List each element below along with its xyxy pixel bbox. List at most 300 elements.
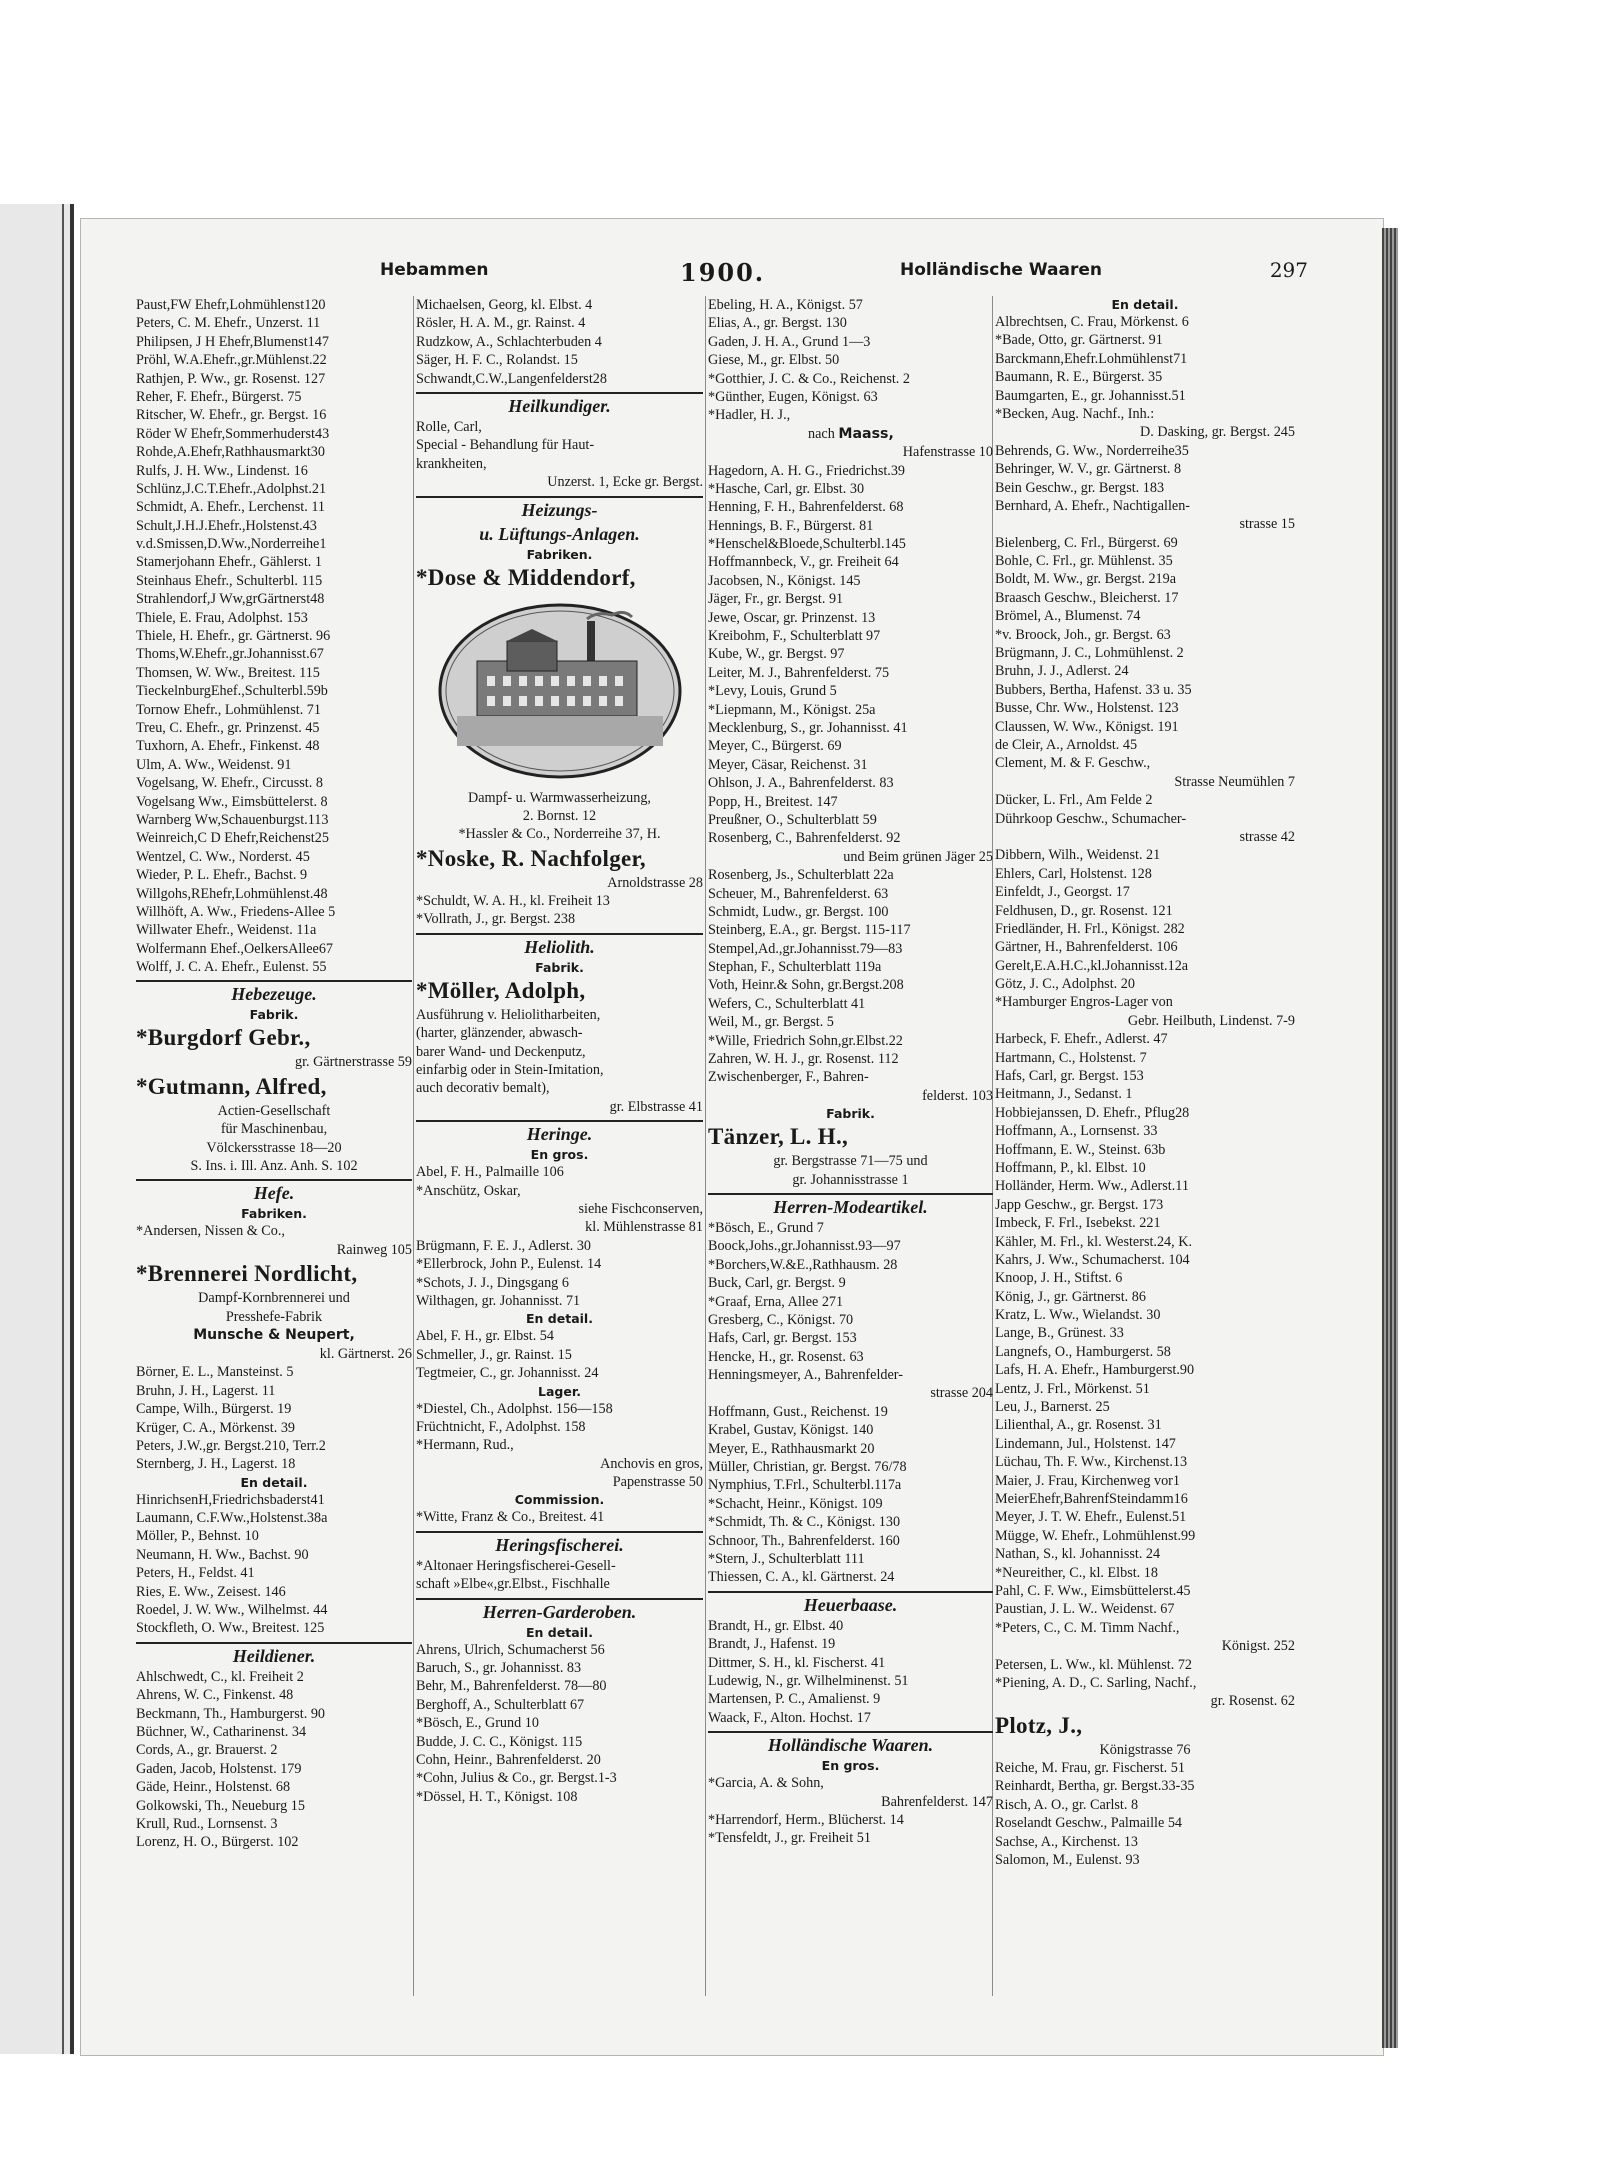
list-heringe — [416, 1163, 703, 1310]
list-item: Lorenz, H. O., Bürgerst. 102 — [136, 1834, 299, 1851]
list-item: Steinhaus Ehefr., Schulterbl. 115 — [136, 572, 323, 589]
list-item: auch decorativ bemalt), — [416, 1080, 550, 1097]
list-item: Scheuer, M., Bahrenfelderst. 63 — [708, 885, 889, 902]
list-item: Treu, C. Ehefr., gr. Prinzenst. 45 — [136, 719, 320, 736]
list-item: Roselandt Geschw., Palmaille 54 — [995, 1815, 1183, 1832]
list-item: *Liepmann, M., Königst. 25a — [708, 701, 876, 718]
firm-details — [708, 1152, 993, 1189]
list-item: Behringer, W. V., gr. Gärtnerst. 8 — [995, 461, 1182, 478]
list-item: Gäde, Heinr., Holstenst. 68 — [136, 1779, 291, 1796]
list-item: Krüger, C. A., Mörkenst. 39 — [136, 1419, 296, 1436]
list-item: (harter, glänzender, abwasch- — [416, 1025, 583, 1042]
list-item: König, J., gr. Gärtnerst. 86 — [995, 1288, 1146, 1305]
list-item: Albrechtsen, C. Frau, Mörkenst. 6 — [995, 314, 1189, 330]
list-item: Börner, E. L., Mansteinst. 5 — [136, 1364, 294, 1381]
list-item: Gärtner, H., Bahrenfelderst. 106 — [995, 939, 1178, 956]
firm-name: *Möller, Adolph, — [416, 977, 586, 1003]
list-item: *Becken, Aug. Nachf., Inh.: — [995, 405, 1155, 422]
list-item: Königstrasse 76 — [1099, 1741, 1191, 1758]
list-item: Nymphius, T.Frl., Schulterbl.117a — [708, 1477, 902, 1494]
list-item: Friedländer, H. Frl., Königst. 282 — [995, 920, 1185, 937]
list-item: S. Ins. i. Ill. Anz. Anh. S. 102 — [190, 1158, 358, 1175]
list-item: *Hadler, H. J., — [708, 407, 791, 424]
firm-name: *Burgdorf Gebr., — [136, 1025, 311, 1051]
list-item: *Harrendorf, Herm., Blücherst. 14 — [708, 1811, 904, 1828]
section-title: Heliolith. — [416, 933, 703, 959]
list-hefe-detail — [136, 1491, 412, 1638]
firm-name: Tänzer, L. H., — [708, 1124, 849, 1150]
list-item: Strahlendorf,J Ww,grGärtnerst48 — [136, 591, 325, 608]
list-item: Salomon, M., Eulenst. 93 — [995, 1852, 1140, 1869]
list-item: Schmeller, J., gr. Rainst. 15 — [416, 1346, 572, 1363]
list-item: Elias, A., gr. Bergst. 130 — [708, 315, 847, 332]
subheading: Fabrik. — [826, 1106, 875, 1122]
list-item: Meyer, J. T. W. Ehefr., Eulenst.51 — [995, 1509, 1187, 1526]
list-item: Stockfleth, O. Ww., Breitest. 125 — [136, 1620, 325, 1637]
list-item: Hennings, B. F., Bürgerst. 81 — [708, 517, 874, 534]
subheading: En detail. — [526, 1311, 593, 1327]
list-item: Kahrs, J. Ww., Schumacherst. 104 — [995, 1251, 1190, 1268]
list-item: Risch, A. O., gr. Carlst. 8 — [995, 1796, 1139, 1813]
list-item — [708, 425, 993, 443]
list-item: Imbeck, F. Frl., Isebekst. 221 — [995, 1215, 1161, 1232]
list-item: Ebeling, H. A., Königst. 57 — [708, 297, 863, 313]
list-item: Behr, M., Bahrenfelderst. 78—80 — [416, 1678, 607, 1695]
list-item: Ehlers, Carl, Holstenst. 128 — [995, 865, 1152, 882]
section-title: Herren-Modeartikel. — [708, 1193, 993, 1219]
subheading: En detail. — [1111, 297, 1179, 312]
list-heildiener — [136, 1668, 412, 1852]
list-item: Bein Geschw., gr. Bergst. 183 — [995, 479, 1165, 496]
list-item: Pröhl, W.A.Ehefr.,gr.Mühlenst.22 — [136, 352, 327, 369]
list-item: Baumann, R. E., Bürgerst. 35 — [995, 369, 1163, 386]
list-item: Petersen, L. Ww., kl. Mühlenst. 72 — [995, 1656, 1193, 1673]
column-1 — [136, 296, 412, 2036]
book-fold — [62, 204, 64, 2054]
subheading: En detail. — [240, 1474, 308, 1490]
header-year: 1900. — [680, 258, 766, 287]
list-item: Säger, H. F. C., Rolandst. 15 — [416, 352, 578, 369]
list-item: Cohn, Heinr., Bahrenfelderst. 20 — [416, 1751, 601, 1768]
list-item: Waack, F., Alton. Hochst. 17 — [708, 1709, 871, 1726]
firm-details — [136, 1289, 412, 1326]
list-item: Arnoldstrasse 28 — [607, 874, 703, 891]
list-item: Warnberg Ww,Schauenburgst.113 — [136, 811, 329, 828]
list-item: felderst. 103 — [922, 1087, 993, 1104]
list-item: Thiele, E. Frau, Adolphst. 153 — [136, 609, 308, 626]
list-item: Laumann, C.F.Ww.,Holstenst.38a — [136, 1510, 328, 1527]
list-item: Schlünz,J.C.T.Ehefr.,Adolphst.21 — [136, 480, 327, 497]
list-garderoben-cont2 — [708, 462, 993, 1106]
list-item: Willhöft, A. Ww., Friedens-Allee 5 — [136, 903, 336, 920]
list-item: Gresberg, C., Königst. 70 — [708, 1311, 854, 1328]
list-item: Feldhusen, D., gr. Rosenst. 121 — [995, 902, 1173, 919]
list-item: Stamerjohann Ehefr., Gählerst. 1 — [136, 554, 322, 571]
list-item: Heitmann, J., Sedanst. 1 — [995, 1086, 1133, 1103]
list-item: Thiessen, C. A., kl. Gärtnerst. 24 — [708, 1569, 895, 1586]
list-holl-detail-2 — [995, 1759, 1295, 1869]
list-item: Kratz, L. Ww., Wielandst. 30 — [995, 1307, 1161, 1324]
list-item: Special - Behandlung für Haut- — [416, 437, 595, 454]
list-item: Strasse Neumühlen 7 — [1174, 773, 1295, 790]
section-title: Holländische Waaren. — [708, 1731, 993, 1757]
list-item: *Hassler & Co., Norderreihe 37, H. — [458, 826, 661, 843]
list-hefe — [136, 1363, 412, 1473]
list-item: *Ellerbrock, John P., Eulenst. 14 — [416, 1256, 602, 1273]
list-item: Weinreich,C D Ehefr,Reichenst25 — [136, 830, 329, 847]
list-item: Campe, Wilh., Bürgerst. 19 — [136, 1401, 292, 1418]
list-item: Ahrens, W. C., Finkenst. 48 — [136, 1687, 294, 1704]
list-item: Meyer, Cäsar, Reichenst. 31 — [708, 756, 868, 773]
list-item: Müller, Christian, gr. Bergst. 76/78 — [708, 1459, 907, 1476]
firm-name: *Brennerei Nordlicht, — [136, 1261, 358, 1287]
list-item: Sternberg, J. H., Lagerst. 18 — [136, 1456, 296, 1473]
list-item: Wolff, J. C. A. Ehefr., Eulenst. 55 — [136, 959, 327, 976]
list-item: Steinberg, E.A., gr. Bergst. 115-117 — [708, 922, 911, 939]
list-item: Braasch Geschw., Bleicherst. 17 — [995, 589, 1179, 606]
list-item: Hoffmann, E. W., Steinst. 63b — [995, 1141, 1166, 1158]
column-2 — [416, 296, 703, 2036]
list-item: Paust,FW Ehefr,Lohmühlenst120 — [136, 297, 326, 313]
list-item: Golkowski, Th., Neueburg 15 — [136, 1797, 305, 1814]
section-title: Heuerbaase. — [708, 1591, 993, 1617]
firm-name: *Gutmann, Alfred, — [136, 1073, 327, 1099]
list-item: Ahlschwedt, C., kl. Freiheit 2 — [136, 1668, 304, 1685]
list-item: Unzerst. 1, Ecke gr. Bergst. — [547, 474, 703, 491]
list-item: TieckelnburgEhef.,Schulterbl.59b — [136, 683, 328, 700]
section-title: Heringe. — [416, 1120, 703, 1146]
list-item: Dührkoop Geschw., Schumacher- — [995, 810, 1187, 827]
list-item: Presshefe-Fabrik — [225, 1308, 323, 1325]
list-item: Schmidt, Ludw., gr. Bergst. 100 — [708, 903, 889, 920]
subheading: Fabrik. — [535, 959, 584, 975]
section-title: Hefe. — [136, 1179, 412, 1205]
list-item: gr. Bergstrasse 71—75 und — [773, 1153, 928, 1170]
firm-name: Munsche & Neupert, — [193, 1326, 355, 1343]
list-item: Götz, J. C., Adolphst. 20 — [995, 976, 1135, 993]
list-item: *Hermann, Rud., — [416, 1437, 514, 1454]
list-item: *Dössel, H. T., Königst. 108 — [416, 1788, 578, 1805]
list-heuerbaase — [708, 1617, 993, 1727]
list-item: *Bösch, E., Grund 7 — [708, 1219, 824, 1236]
list-item: *Piening, A. D., C. Sarling, Nachf., — [995, 1674, 1197, 1691]
list-item: Brömel, A., Blumenst. 74 — [995, 608, 1141, 625]
list-item: *Neureither, C., kl. Elbst. 18 — [995, 1564, 1158, 1581]
list-item: Langnefs, O., Hamburgerst. 58 — [995, 1343, 1171, 1360]
list-item: siehe Fischconserven, — [578, 1200, 703, 1217]
list-item: Thiele, H. Ehefr., gr. Gärtnerst. 96 — [136, 628, 331, 645]
list-item: Möller, P., Behnst. 10 — [136, 1528, 259, 1545]
page-number: 297 — [1269, 258, 1308, 282]
list-item: *Gotthier, J. C. & Co., Reichenst. 2 — [708, 370, 910, 387]
list-item: 2. Bornst. 12 — [522, 807, 597, 824]
list-item: Bruhn, J. J., Adlerst. 24 — [995, 663, 1129, 680]
section-title: Heildiener. — [136, 1642, 412, 1668]
list-item: gr. Rosenst. 62 — [1210, 1693, 1295, 1710]
list-item: *v. Broock, Joh., gr. Bergst. 63 — [995, 626, 1171, 643]
list-item: Hartmann, C., Holstenst. 7 — [995, 1049, 1147, 1066]
list-item: Hoffmann, P., kl. Elbst. 10 — [995, 1159, 1146, 1176]
list-item: Einfeldt, J., Georgst. 17 — [995, 884, 1130, 901]
list-item: *Tensfeldt, J., gr. Freiheit 51 — [708, 1830, 871, 1847]
subheading: Fabriken. — [241, 1206, 307, 1222]
list-item: Rainweg 105 — [336, 1241, 412, 1258]
list-item: Krabel, Gustav, Königst. 140 — [708, 1422, 874, 1439]
list-item: Leu, J., Barnerst. 25 — [995, 1399, 1110, 1416]
list-item: Tegtmeier, C., gr. Johannisst. 24 — [416, 1365, 599, 1382]
list-item: Jacobsen, N., Königst. 145 — [708, 572, 861, 589]
list-item: Brandt, J., Hafenst. 19 — [708, 1636, 836, 1653]
list-item: Baumgarten, E., gr. Johannisst.51 — [995, 387, 1186, 404]
subheading: En gros. — [530, 1147, 589, 1163]
list-item: Busse, Chr. Ww., Holstenst. 123 — [995, 700, 1179, 717]
list-item: Bubbers, Bertha, Hafenst. 33 u. 35 — [995, 681, 1192, 698]
subheading: Lager. — [538, 1383, 581, 1399]
list-item: Vogelsang, W. Ehefr., Circusst. 8 — [136, 775, 323, 792]
list-item: Michaelsen, Georg, kl. Elbst. 4 — [416, 297, 593, 313]
section-title: Heringsfischerei. — [416, 1531, 703, 1557]
list-item: Lafs, H. A. Ehefr., Hamburgerst.90 — [995, 1362, 1195, 1379]
list-hebammen-cont — [416, 296, 703, 388]
list-item: *Henschel&Bloede,Schulterbl.145 — [708, 536, 906, 553]
list-item: Bahrenfelderst. 147 — [881, 1793, 993, 1810]
list-item: Dampf- u. Warmwasserheizung, — [468, 789, 651, 806]
list-item: Gerelt,E.A.H.C.,kl.Johannisst.12a — [995, 957, 1189, 974]
list-item: Hoffmann, A., Lornsenst. 33 — [995, 1123, 1158, 1140]
list-item: Dittmer, S. H., kl. Fischerst. 41 — [708, 1654, 886, 1671]
list-item: Bielenberg, C. Frl., Bürgerst. 69 — [995, 534, 1178, 551]
list-item: *Hamburger Engros-Lager von — [995, 994, 1173, 1011]
list-item: Papenstrasse 50 — [612, 1474, 703, 1491]
list-item: Barckmann,Ehefr.Lohmühlenst71 — [995, 350, 1188, 367]
maass-prefix: nach — [808, 425, 835, 442]
list-item: Hobbiejanssen, D. Ehefr., Pflug28 — [995, 1104, 1190, 1121]
list-item: Boock,Johs.,gr.Johannisst.93—97 — [708, 1238, 901, 1255]
list-item: *Cohn, Julius & Co., gr. Bergst.1-3 — [416, 1770, 617, 1787]
list-item: schaft »Elbe«,gr.Elbst., Fischhalle — [416, 1576, 610, 1593]
subheading: Commission. — [514, 1492, 605, 1508]
list-item: *Vollrath, J., gr. Bergst. 238 — [416, 911, 576, 928]
section-title: Herren-Garderoben. — [416, 1598, 703, 1624]
section-title: Hebezeuge. — [136, 980, 412, 1006]
list-item: *Bösch, E., Grund 10 — [416, 1715, 539, 1732]
list-item: Dampf-Kornbrennerei und — [198, 1290, 350, 1307]
list-item: Schmidt, A. Ehefr., Lerchenst. 11 — [136, 499, 325, 516]
list-item: Büchner, W., Catharinenst. 34 — [136, 1724, 307, 1740]
section-title: Heilkundiger. — [416, 392, 703, 418]
list-item: Wentzel, C. Ww., Norderst. 45 — [136, 848, 310, 865]
list-item: krankheiten, — [416, 455, 487, 472]
list-item: Boldt, M. Ww., gr. Bergst. 219a — [995, 571, 1177, 588]
list-item: Vogelsang Ww., Eimsbüttelerst. 8 — [136, 793, 328, 810]
list-item: Budde, J. C. C., Königst. 115 — [416, 1733, 583, 1750]
list-item: Reiche, M. Frau, gr. Fischerst. 51 — [995, 1760, 1185, 1777]
list-item: Henningsmeyer, A., Bahrenfelder- — [708, 1367, 903, 1384]
list-item: Wieder, P. L. Ehefr., Bachst. 9 — [136, 867, 308, 884]
list-item: Schwandt,C.W.,Langenfelderst28 — [416, 370, 607, 387]
list-item: Lentz, J. Frl., Mörkenst. 51 — [995, 1380, 1150, 1397]
list-item: *Diestel, Ch., Adolphst. 156—158 — [416, 1400, 613, 1417]
list-item: Japp Geschw., gr. Bergst. 173 — [995, 1196, 1164, 1213]
list-item: Abel, F. H., Palmaille 106 — [416, 1164, 564, 1181]
list-item: Bernhard, A. Ehefr., Nachtigallen- — [995, 497, 1191, 514]
list-item: Cords, A., gr. Brauerst. 2 — [136, 1742, 278, 1759]
list-item: Gaden, Jacob, Holstenst. 179 — [136, 1760, 302, 1777]
list-item: Röder W Ehefr,Sommerhuderst43 — [136, 425, 330, 442]
list-item: für Maschinenbau, — [220, 1121, 328, 1138]
list-item: Hencke, H., gr. Rosenst. 63 — [708, 1348, 864, 1365]
column-rule — [413, 296, 414, 1996]
list-item: Beckmann, Th., Hamburgerst. 90 — [136, 1705, 326, 1722]
list-item: *Günther, Eugen, Königst. 63 — [708, 388, 878, 405]
page-edge-stack — [1382, 228, 1398, 2048]
list-item: Thomsen, W. Ww., Breitest. 115 — [136, 664, 320, 681]
list-item: Brandt, H., gr. Elbst. 40 — [708, 1617, 844, 1634]
list-item: *Schmidt, Th. & C., Königst. 130 — [708, 1514, 901, 1531]
list-item: Hagedorn, A. H. G., Friedrichst.39 — [708, 462, 906, 479]
list-item: *Witte, Franz & Co., Breitest. 41 — [416, 1509, 605, 1526]
list-item: kl. Gärtnerst. 26 — [319, 1345, 412, 1362]
list-item: *Garcia, A. & Sohn, — [708, 1775, 824, 1792]
section-title: u. Lüftungs-Anlagen. — [479, 523, 640, 544]
firm-name: Plotz, J., — [995, 1712, 1083, 1738]
maass-name: Maass, — [838, 425, 894, 442]
list-item: Wilthagen, gr. Johannisst. 71 — [416, 1292, 581, 1309]
list-item: Clement, M. & F. Geschw., — [995, 755, 1151, 772]
list-item: gr. Johannisstrasse 1 — [792, 1171, 909, 1188]
list-item: Claussen, W. Ww., Königst. 191 — [995, 718, 1179, 735]
list-item: Sachse, A., Kirchenst. 13 — [995, 1833, 1139, 1850]
header-left: Hebammen — [380, 260, 489, 280]
list-item: Ludewig, N., gr. Wilhelminenst. 51 — [708, 1672, 909, 1689]
list-item: Berghoff, A., Schulterblatt 67 — [416, 1696, 585, 1713]
list-heringe-commission — [416, 1508, 703, 1526]
list-item: Willwater Ehefr., Weidenst. 11a — [136, 922, 317, 939]
subheading: En detail. — [526, 1624, 593, 1640]
left-page-edge — [0, 204, 74, 2054]
list-item: D. Dasking, gr. Bergst. 245 — [1139, 424, 1295, 441]
list-item: Baruch, S., gr. Johannisst. 83 — [416, 1660, 582, 1677]
list-item: Meyer, C., Bürgerst. 69 — [708, 738, 842, 755]
list-garderoben — [416, 1641, 703, 1807]
list-item: Willgohs,REhefr,Lohmühlenst.48 — [136, 885, 328, 902]
list-item: Krull, Rud., Lornsenst. 3 — [136, 1815, 278, 1832]
list-item: Hafs, Carl, gr. Bergst. 153 — [708, 1330, 857, 1347]
list-item: Rolle, Carl, — [416, 418, 482, 435]
list-item: Roedel, J. W. Ww., Wilhelmst. 44 — [136, 1602, 328, 1619]
firm-details — [136, 1102, 412, 1176]
list-item: Lilienthal, A., gr. Rosenst. 31 — [995, 1417, 1162, 1434]
list-item: Martensen, P. C., Amalienst. 9 — [708, 1691, 881, 1708]
list-heringe-detail — [416, 1327, 703, 1382]
list-hollaendische — [708, 1774, 993, 1848]
list-item: Neumann, H. Ww., Bachst. 90 — [136, 1546, 309, 1563]
firm-name: *Noske, R. Nachfolger, — [416, 845, 646, 871]
list-item: Stempel,Ad.,gr.Johannisst.79—83 — [708, 940, 903, 957]
list-item: Brügmann, F. E. J., Adlerst. 30 — [416, 1237, 592, 1254]
list-item: Zwischenberger, F., Bahren- — [708, 1069, 869, 1086]
list-item: Knoop, J. H., Stiftst. 6 — [995, 1270, 1123, 1287]
list-item: strasse 204 — [930, 1385, 993, 1402]
list-item: Kähler, M. Frl., kl. Westerst.24, K. — [995, 1233, 1193, 1250]
list-item: Wefers, C., Schulterblatt 41 — [708, 995, 866, 1012]
list-item: Hoffmannbeck, V., gr. Freiheit 64 — [708, 554, 899, 571]
list-item: kl. Mühlenstrasse 81 — [585, 1219, 703, 1236]
list-item: *Bade, Otto, gr. Gärtnerst. 91 — [995, 332, 1163, 349]
list-item: Schult,J.H.J.Ehefr.,Holstenst.43 — [136, 517, 317, 534]
list-item: Jewe, Oscar, gr. Prinzenst. 13 — [708, 609, 876, 626]
list-garderoben-cont — [708, 296, 993, 425]
list-item: Hoffmann, Gust., Reichenst. 19 — [708, 1403, 888, 1420]
list-item: *Peters, C., C. M. Timm Nachf., — [995, 1619, 1180, 1636]
list-item: Lange, B., Grünest. 33 — [995, 1325, 1124, 1342]
list-item: Kreibohm, F., Schulterblatt 97 — [708, 628, 881, 645]
list-item: Ohlson, J. A., Bahrenfelderst. 83 — [708, 775, 894, 792]
list-item: Wolfermann Ehef.,OelkersAllee67 — [136, 940, 334, 957]
list-item: Preußner, O., Schulterblatt 59 — [708, 811, 877, 828]
list-item: Popp, H., Breitest. 147 — [708, 793, 838, 810]
list-item: Bohle, C. Frl., gr. Mühlenst. 35 — [995, 553, 1173, 570]
list-item: Kube, W., gr. Bergst. 97 — [708, 646, 845, 663]
list-item: Ries, E. Ww., Zeisest. 146 — [136, 1583, 286, 1600]
list-item: einfarbig oder in Stein-Imitation, — [416, 1062, 604, 1079]
list-item: Meyer, E., Rathhausmarkt 20 — [708, 1440, 875, 1457]
list-heringsfischerei — [416, 1557, 703, 1594]
list-item: HinrichsenH,Friedrichsbaderst41 — [136, 1491, 325, 1508]
list-item: Zahren, W. H. J., gr. Rosenst. 112 — [708, 1051, 899, 1068]
list-item: Reher, F. Ehefr., Bürgerst. 75 — [136, 388, 302, 405]
list-item: Stephan, F., Schulterblatt 119a — [708, 959, 882, 976]
list-item: Tuxhorn, A. Ehefr., Finkenst. 48 — [136, 738, 320, 755]
page-header — [380, 258, 1308, 292]
list-modeartikel — [708, 1219, 993, 1587]
list-item: *Wille, Friedrich Sohn,gr.Elbst.22 — [708, 1032, 903, 1049]
list-item: *Schacht, Heinr., Königst. 109 — [708, 1495, 883, 1512]
list-item: Früchtnicht, F., Adolphst. 158 — [416, 1418, 586, 1435]
list-item: Voth, Heinr.& Sohn, gr.Bergst.208 — [708, 977, 904, 994]
list-item: Anchovis en gros, — [600, 1455, 703, 1472]
list-item: Tornow Ehefr., Lohmühlenst. 71 — [136, 701, 321, 718]
list-item: Peters, H., Feldst. 41 — [136, 1565, 255, 1582]
list-item: und Beim grünen Jäger 25 — [843, 848, 993, 865]
list-item: Königst. 252 — [1221, 1638, 1295, 1655]
list-item: barer Wand- und Deckenputz, — [416, 1043, 586, 1060]
list-item: Thoms,W.Ehefr.,gr.Johannisst.67 — [136, 646, 324, 663]
list-item: Giese, M., gr. Elbst. 50 — [708, 352, 840, 369]
list-item: Rosenberg, Js., Schulterblatt 22a — [708, 867, 894, 884]
list-item: Brügmann, J. C., Lohmühlenst. 2 — [995, 645, 1184, 662]
list-item: Ausführung v. Heliolitharbeiten, — [416, 1006, 601, 1023]
list-heringe-lager — [416, 1400, 703, 1492]
list-item: Actien-Gesellschaft — [217, 1102, 331, 1119]
list-item: Behrends, G. Ww., Norderreihe35 — [995, 442, 1189, 459]
list-heilkundiger — [416, 418, 703, 492]
list-item: Maier, J. Frau, Kirchenweg vor1 — [995, 1472, 1180, 1489]
list-item: Pahl, C. F. Ww., Eimsbüttelerst.45 — [995, 1582, 1191, 1599]
list-item: Rösler, H. A. M., gr. Rainst. 4 — [416, 315, 586, 332]
list-item: MeierEhefr,BahrenfSteindamm16 — [995, 1491, 1188, 1507]
column-3 — [708, 296, 993, 2036]
list-item: *Schots, J. J., Dingsgang 6 — [416, 1274, 569, 1291]
list-item: Völckersstrasse 18—20 — [206, 1139, 342, 1156]
list-item: Abel, F. H., gr. Elbst. 54 — [416, 1328, 554, 1345]
subheading: Fabriken. — [526, 546, 593, 562]
list-item: Gebr. Heilbuth, Lindenst. 7-9 — [1127, 1012, 1295, 1029]
list-hebammen — [136, 296, 412, 976]
list-item: Hafs, Carl, gr. Bergst. 153 — [995, 1068, 1144, 1085]
list-item: Rulfs, J. H. Ww., Lindenst. 16 — [136, 462, 308, 479]
list-item: Weil, M., gr. Bergst. 5 — [708, 1014, 834, 1031]
